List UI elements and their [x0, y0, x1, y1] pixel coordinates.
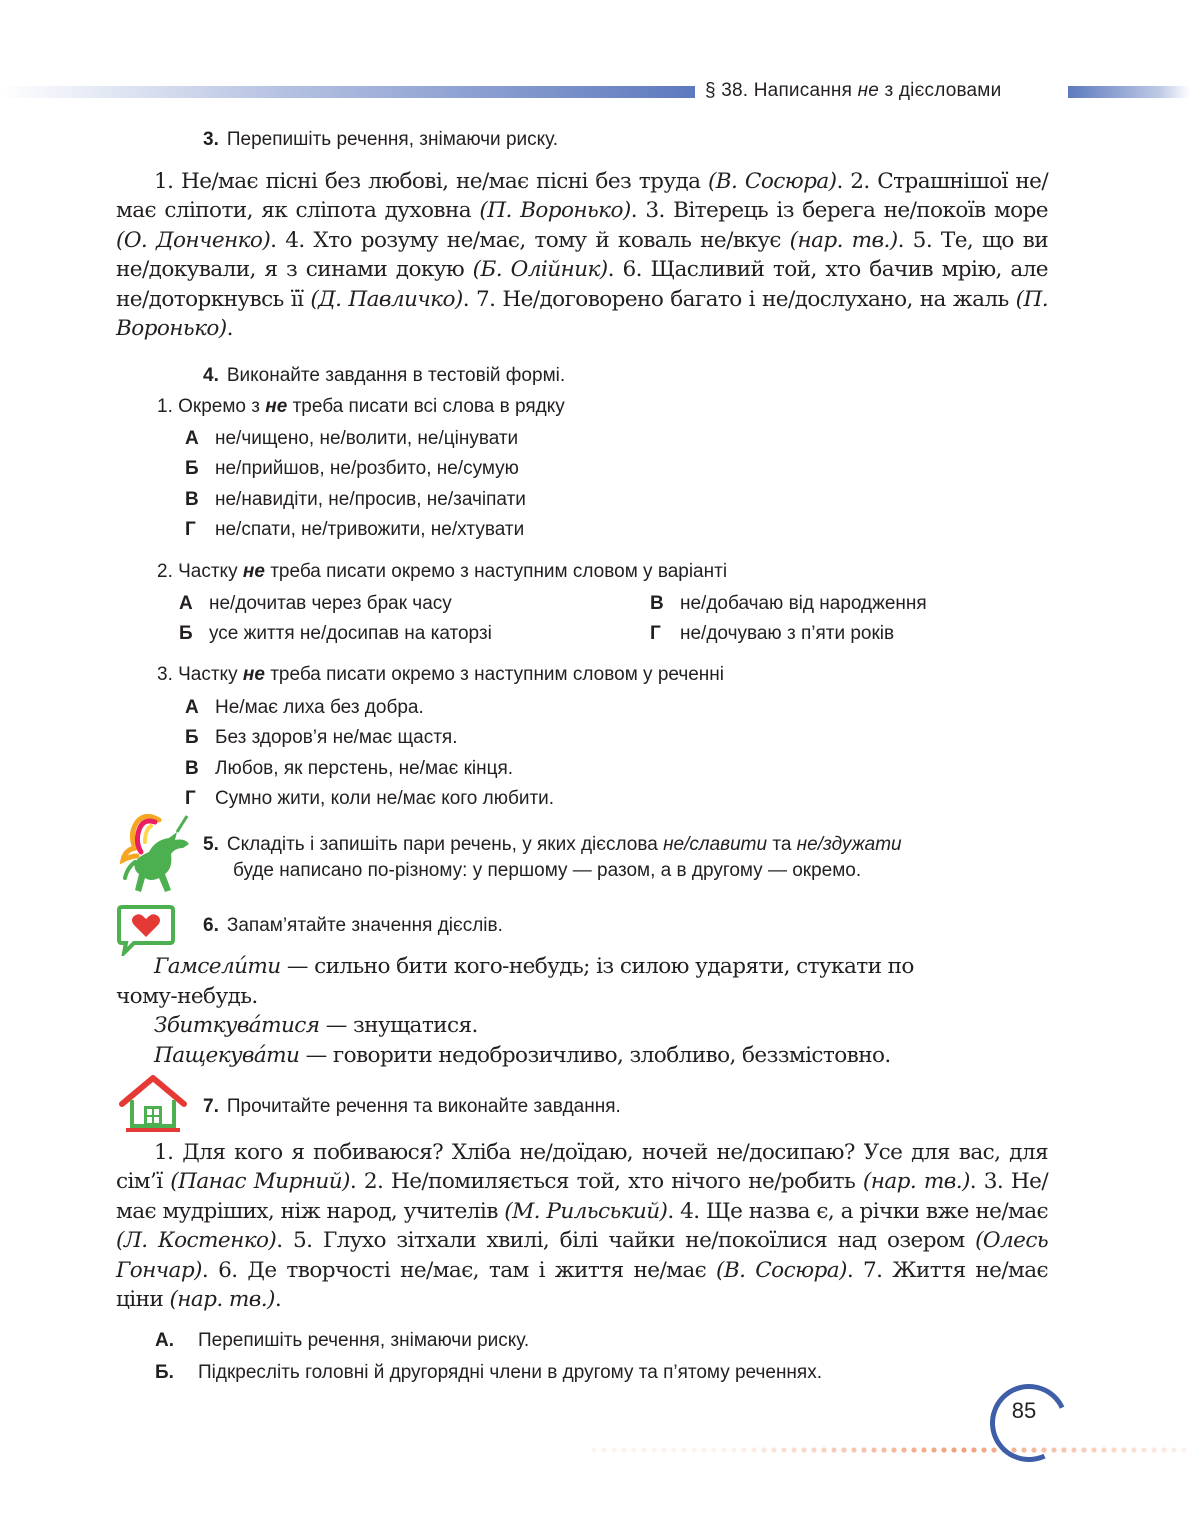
footer-dot	[881, 1447, 886, 1452]
definition-zbytkuvatysia	[116, 1011, 1048, 1040]
footer-dot	[1081, 1447, 1086, 1452]
question-3-option	[185, 726, 457, 750]
footer-dot	[821, 1447, 826, 1452]
defined-word: Гамсели́ти	[154, 954, 281, 979]
footer-dot	[871, 1447, 876, 1452]
sentence-text: 1. Не/має пісні без любові, не/має пісні без труда	[154, 169, 708, 194]
question-1-text-pre: 1. Окремо з	[157, 396, 260, 417]
question-1-option	[185, 518, 524, 542]
citation: (П. Воронько)	[116, 286, 1048, 342]
task-7-heading	[203, 1095, 621, 1119]
footer-dot	[771, 1447, 776, 1452]
question-3-option	[185, 787, 554, 811]
footer-dot	[971, 1447, 976, 1452]
footer-dot	[1151, 1447, 1156, 1452]
option-text: Не/має лиха без добра.	[215, 697, 424, 718]
footer-dot	[601, 1447, 606, 1452]
footer-dot	[831, 1447, 836, 1452]
option-letter: В	[650, 593, 664, 614]
footer-dot	[641, 1447, 646, 1452]
question-1-particle: не	[265, 396, 288, 417]
option-letter: Г	[185, 519, 196, 540]
unicorn-icon	[115, 812, 195, 898]
option-text: не/навидіти, не/просив, не/зачіпати	[215, 489, 526, 510]
footer-dot	[841, 1447, 846, 1452]
sentence-text: . 2. Страшнішої не/має сліпоти, як сліпота духовна	[116, 169, 1048, 224]
definition-text: — сильно бити кого-небудь; із силою ударяти, стукати по	[280, 954, 914, 979]
footer-dot	[731, 1447, 736, 1452]
footer-dot	[681, 1447, 686, 1452]
definition-text: — знущатися.	[319, 1013, 478, 1038]
option-letter: В	[185, 489, 199, 510]
option-letter: Б	[179, 623, 193, 644]
footer-dot	[671, 1447, 676, 1452]
citation: (нар. тв.)	[169, 1287, 275, 1313]
question-1-option	[185, 488, 526, 512]
citation: (нар. тв.)	[862, 1169, 970, 1195]
footer-dot	[701, 1447, 706, 1452]
task-4-instruction: Виконайте завдання в тестовій формі.	[226, 365, 566, 386]
task-5-instruction-mid: та	[772, 834, 792, 855]
option-text: не/спати, не/тривожити, не/хтувати	[215, 519, 525, 540]
subtask-letter: А.	[155, 1330, 174, 1351]
footer-dot	[1121, 1447, 1126, 1452]
footer-dot	[1111, 1447, 1116, 1452]
option-text: не/чищено, не/волити, не/цінувати	[215, 428, 519, 449]
option-text: Любов, як перстень, не/має кінця.	[215, 758, 514, 779]
heart-speech-icon	[116, 904, 176, 956]
question-2-option	[650, 592, 927, 616]
question-3-text-pre: 3. Частку	[157, 664, 238, 685]
footer-dot	[721, 1447, 726, 1452]
subtask-letter: Б.	[155, 1362, 174, 1383]
task-7-instruction: Прочитайте речення та виконайте завдання.	[226, 1096, 621, 1117]
task-5-number: 5.	[203, 834, 219, 855]
sentence-text: . 6. Щасливий той, хто бачив мрію, але не/доторкнувсь її	[116, 257, 1048, 312]
question-3-particle: не	[242, 664, 265, 685]
header-decor-bar-right	[1068, 86, 1190, 98]
definition-gamselyty	[116, 952, 1048, 981]
footer-dot	[651, 1447, 656, 1452]
sentence-text: . 5. Те, що ви не/докували, я з синами докую	[116, 227, 1048, 283]
footer-dot	[741, 1447, 746, 1452]
task-5-word-2: не/здужати	[796, 834, 902, 855]
option-text: не/дочуваю з п’яти років	[680, 623, 895, 644]
footer-dot	[791, 1447, 796, 1452]
footer-dot	[1061, 1447, 1066, 1452]
sentence-text: 1. Для кого я побиваюся? Хліба не/доїдаю, ночей не/досипаю? Усе для вас, для сім’ї	[116, 1140, 1048, 1195]
task-4-number: 4.	[203, 365, 219, 386]
subtask-text: Перепишіть речення, знімаючи риску.	[198, 1330, 530, 1351]
header-title-pre: Написання	[753, 80, 853, 101]
sentence-text: . 5. Глухо зітхали хвилі, білі чайки не/покоїлися над озером	[276, 1228, 976, 1254]
footer-dot	[751, 1447, 756, 1452]
task-3-heading	[203, 128, 558, 152]
subtask-text: Підкресліть головні й другорядні члени в другому та п’ятому реченнях.	[198, 1362, 822, 1383]
footer-dot	[631, 1447, 636, 1452]
citation: (Д. Павличко)	[310, 286, 463, 312]
footer-dot	[931, 1447, 936, 1452]
footer-dot	[1071, 1447, 1076, 1452]
task-5-instruction-pre: Складіть і запишіть пари речень, у яких дієслова	[226, 834, 658, 855]
footer-dot	[1141, 1447, 1146, 1452]
option-text: Без здоров’я не/має щастя.	[215, 727, 458, 748]
defined-word: Збиткува́тися	[154, 1013, 320, 1038]
footer-dots-decor	[590, 1446, 1190, 1454]
citation: (нар. тв.)	[789, 227, 898, 253]
question-1-text-post: треба писати всі слова в рядку	[292, 396, 565, 417]
question-2-option	[650, 622, 894, 646]
option-letter: Г	[650, 623, 661, 644]
footer-dot	[951, 1447, 956, 1452]
option-letter: Б	[185, 458, 199, 479]
sentence-text: . 7. Життя не/має ціни	[116, 1257, 1048, 1313]
option-text: Сумно жити, коли не/має кого любити.	[215, 788, 555, 809]
footer-dot	[911, 1447, 916, 1452]
sentence-text: .	[226, 316, 233, 342]
citation: (Л. Костенко)	[116, 1228, 277, 1254]
option-letter: А	[185, 697, 199, 718]
sentence-text: . 4. Ще назва є, а річки вже не/має	[667, 1198, 1048, 1224]
sentence-text: . 2. Не/помиляється той, хто нічого не/робить	[349, 1169, 863, 1195]
footer-dot	[781, 1447, 786, 1452]
sentence-text: . 6. Де творчості не/має, там і життя не/має	[201, 1257, 716, 1283]
footer-dot	[1131, 1447, 1136, 1452]
footer-dot	[891, 1447, 896, 1452]
citation: (В. Сосюра)	[716, 1257, 847, 1283]
footer-dot	[961, 1447, 966, 1452]
question-2-particle: не	[242, 561, 265, 582]
option-letter: А	[179, 593, 193, 614]
subtask-b	[155, 1361, 822, 1385]
task-7-text	[116, 1138, 1048, 1314]
option-text: не/дочитав через брак часу	[209, 593, 452, 614]
task-7-number: 7.	[203, 1096, 219, 1117]
footer-dot	[691, 1447, 696, 1452]
footer-dot	[1101, 1447, 1106, 1452]
sentence-text: . 3. Вітерець із берега не/покоїв море	[630, 198, 1048, 224]
citation: (М. Рильський)	[504, 1198, 668, 1224]
question-3-text-post: треба писати окремо з наступним словом у реченні	[270, 664, 724, 685]
footer-dot	[621, 1447, 626, 1452]
footer-dot	[591, 1447, 596, 1452]
task-5-word-1: не/славити	[663, 834, 768, 855]
citation: (П. Воронько)	[479, 198, 631, 224]
option-text: не/прийшов, не/розбито, не/сумую	[215, 458, 519, 479]
task-3-instruction: Перепишіть речення, знімаючи риску.	[226, 129, 559, 150]
footer-dot	[1171, 1447, 1176, 1452]
option-text: не/добачаю від народження	[680, 593, 927, 614]
footer-dot	[851, 1447, 856, 1452]
citation: (В. Сосюра)	[707, 169, 837, 194]
task-6-instruction: Запам’ятайте значення дієслів.	[226, 915, 503, 936]
option-letter: А	[185, 428, 199, 449]
footer-dot	[801, 1447, 806, 1452]
footer-dot	[811, 1447, 816, 1452]
question-2-option	[179, 622, 492, 646]
house-icon	[118, 1074, 188, 1134]
option-letter: В	[185, 758, 199, 779]
question-2-text-post: треба писати окремо з наступним словом у варіанті	[270, 561, 728, 582]
footer-dot	[1181, 1447, 1186, 1452]
option-letter: Б	[185, 727, 199, 748]
section-number: § 38.	[705, 80, 749, 101]
sentence-text: . 7. Не/договорено багато і не/дослухано, на жаль	[462, 286, 1016, 312]
task-6-number: 6.	[203, 915, 219, 936]
footer-dot	[981, 1447, 986, 1452]
task-5-heading	[203, 833, 902, 857]
footer-dot	[991, 1447, 996, 1452]
citation: (Б. Олійник)	[472, 257, 608, 283]
definition-pashchekuvaty	[116, 1041, 1048, 1070]
option-letter: Г	[185, 788, 196, 809]
header-decor-bar-left	[0, 86, 695, 98]
footer-dot	[901, 1447, 906, 1452]
question-3-option	[185, 757, 513, 781]
running-header	[705, 79, 1060, 103]
task-6-heading	[203, 914, 503, 938]
definition-text: — говорити недоброзичливо, злобливо, беззмістовно.	[299, 1043, 891, 1068]
footer-dot	[941, 1447, 946, 1452]
question-2	[157, 560, 727, 584]
sentence-text: . 4. Хто розуму не/має, тому й коваль не/вкує	[270, 227, 790, 253]
sentence-text: .	[274, 1287, 282, 1313]
citation: (Олесь Гончар)	[116, 1228, 1048, 1283]
question-2-text-pre: 2. Частку	[157, 561, 238, 582]
citation: (Панас Мирний)	[170, 1169, 350, 1195]
footer-dot	[861, 1447, 866, 1452]
question-2-option	[179, 592, 452, 616]
footer-dot	[711, 1447, 716, 1452]
question-3	[157, 663, 724, 687]
footer-dot	[761, 1447, 766, 1452]
option-text: усе життя не/досипав на каторзі	[209, 623, 492, 644]
citation: (О. Донченко)	[116, 227, 271, 253]
question-1-option	[185, 427, 518, 451]
task-3-text	[116, 167, 1048, 343]
subtask-a	[155, 1329, 529, 1353]
task-5-instruction-line-2: буде написано по-різному: у першому — разом, а в другому — окремо.	[233, 860, 862, 881]
footer-dot	[1091, 1447, 1096, 1452]
defined-word: Пащекува́ти	[154, 1043, 300, 1068]
footer-dot	[1161, 1447, 1166, 1452]
footer-dot	[921, 1447, 926, 1452]
task-4-heading	[203, 364, 565, 388]
question-1-option	[185, 457, 519, 481]
definition-continuation: чому-небудь.	[116, 984, 258, 1009]
footer-dot	[661, 1447, 666, 1452]
footer-dot	[611, 1447, 616, 1452]
question-1	[157, 395, 565, 419]
header-title-post: з дієсловами	[884, 80, 1002, 101]
page-number: 85	[1011, 1398, 1037, 1423]
question-3-option	[185, 696, 424, 720]
header-title-italic: не	[857, 80, 880, 101]
task-3-number: 3.	[203, 129, 219, 150]
sentence-text: . 3. Не/має мудріших, ніж народ, учителів	[116, 1169, 1049, 1224]
